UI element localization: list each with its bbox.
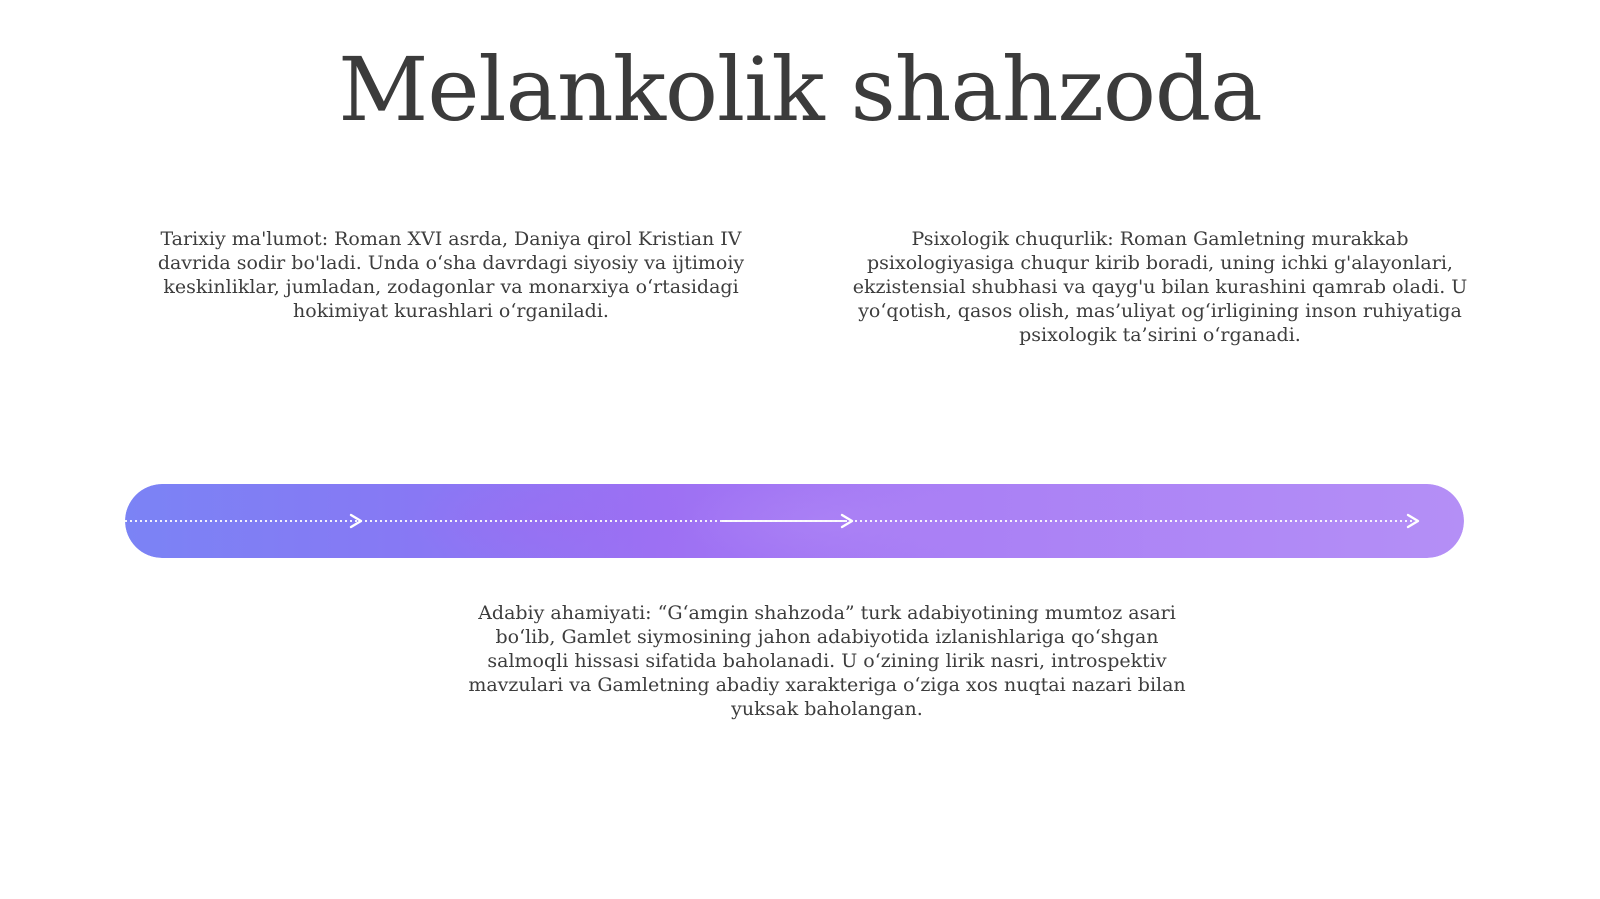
timeline-bar	[125, 484, 1464, 558]
text-block-literary: Adabiy ahamiyati: “G‘amgin shahzoda” turk adabiyotining mumtoz asari bo‘lib, Gamlet siymosining jahon adabiyotida izlanishlariga qo‘shgan salmoqli hissasi sifatida baholanadi. U o‘zining lirik nasri, introspektiv mavzulari va Gamletning abadiy xarakteriga o‘ziga xos nuqtai nazari bilan yuksak baholangan.	[468, 602, 1186, 720]
slide-title: Melankolik shahzoda	[338, 38, 1262, 141]
text-block-historical: Tarixiy ma'lumot: Roman XVI asrda, Daniya qirol Kristian IV davrida sodir bo'ladi. Unda o‘sha davrdagi siyosiy va ijtimoiy keskinliklar, jumladan, zodagonlar va monarxiya o‘rtasidagi hokimiyat kurashlari o‘rganiladi.	[157, 228, 745, 322]
text-block-psychological: Psixologik chuqurlik: Roman Gamletning murakkab psixologiyasiga chuqur kirib boradi, uning ichki g'alayonlari, ekzistensial shubhasi va qayg'u bilan kurashini qamrab oladi. U yo‘qotish, qasos olish, mas’uliyat og‘irligining inson ruhiyatiga psixologik ta’sirini o‘rganadi.	[852, 228, 1468, 346]
